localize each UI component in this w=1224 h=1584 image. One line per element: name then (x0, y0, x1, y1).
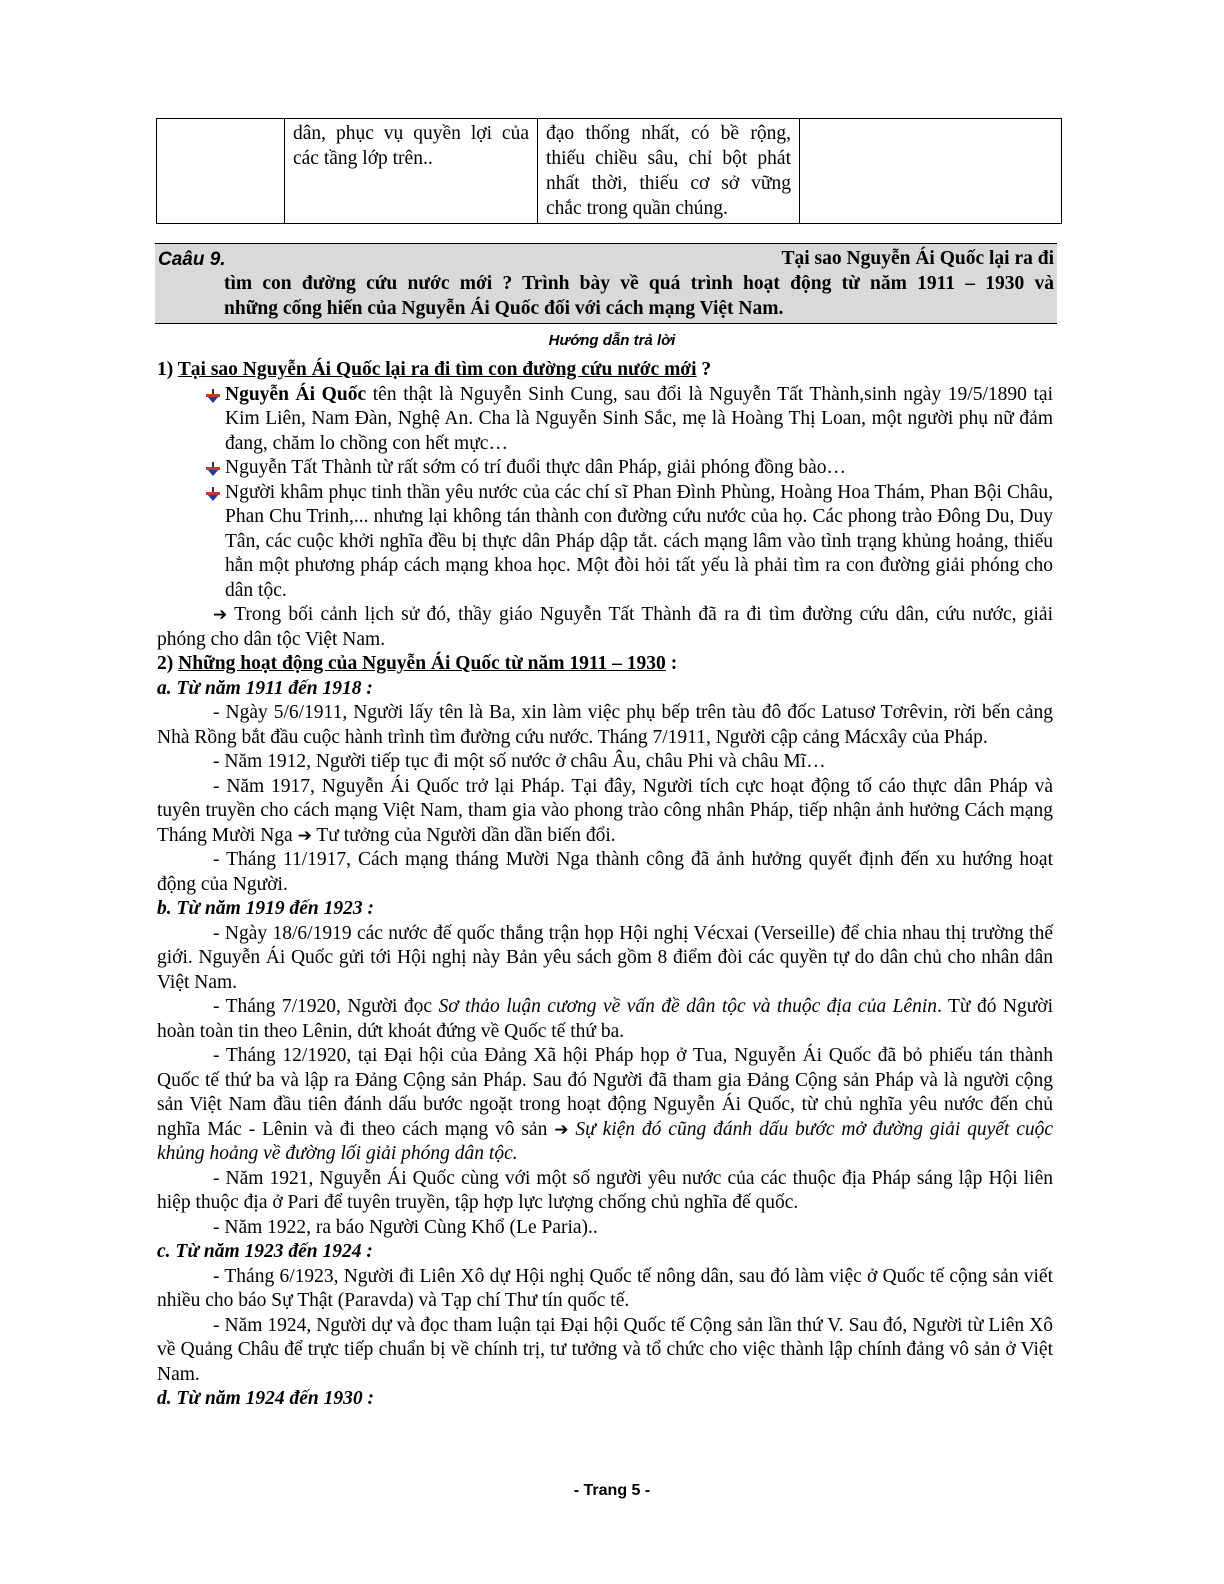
subsection-c-title: c. Từ năm 1923 đến 1924 : (157, 1241, 373, 1262)
paragraph-c-2: - Năm 1924, Người dự và đọc tham luận tại Đại hội Quốc tế Cộng sản lần thứ V. Sau đó, Người từ Liên Xô về Quảng Châu để trực tiếp chuẩn bị về chính trị, tư tưởng và tổ chức cho việc thành lập chính đảng vô sản ở Việt Nam. (157, 1314, 1053, 1385)
table-cell-empty-1 (157, 119, 285, 224)
section-1-title-text: Tại sao Nguyễn Ái Quốc lại ra đi tìm con đường cứu nước mới (177, 359, 697, 380)
paragraph-a-3-end: Tư tưởng của Người dần dần biến đổi. (316, 824, 616, 846)
table-row (157, 119, 1062, 224)
paragraph-b-2 (157, 995, 1053, 1044)
list-item (203, 481, 1053, 604)
right-arrow-icon: ➔ (554, 1119, 569, 1140)
right-arrow-icon: ➔ (213, 605, 228, 625)
paragraph-b-2-start: - Tháng 7/1920, Người đọc (213, 996, 433, 1017)
pushpin-arrow-icon (203, 456, 225, 481)
paragraph-b-5: - Năm 1922, ra báo Người Cùng Khổ (Le Paria).. (213, 1216, 598, 1238)
paragraph-b-2-italic: Sơ thảo luận cương về vấn đề dân tộc và thuộc địa của Lênin (438, 996, 938, 1017)
section-2-title-text: Những hoạt động của Nguyễn Ái Quốc từ năm 1911 – 1930 (178, 653, 666, 674)
question-line-1: Tại sao Nguyễn Ái Quốc lại ra đi (781, 248, 1054, 269)
list-item (203, 456, 1053, 481)
question-label: Caâu 9. (158, 249, 226, 270)
section-2-title (157, 652, 1053, 677)
page-number: - Trang 5 - (573, 1482, 651, 1499)
subsection-b-title: b. Từ năm 1919 đến 1923 : (157, 898, 374, 919)
paragraph-c-1: - Tháng 6/1923, Người đi Liên Xô dự Hội nghị Quốc tế nông dân, sau đó làm việc ở Quốc tế cộng sản viết nhiều cho báo Sự Thật (Paravda) và Tạp chí Thư tín quốc tế. (157, 1265, 1053, 1311)
pushpin-arrow-icon (203, 481, 225, 604)
section-1-suffix: ? (701, 359, 712, 380)
paragraph-a-3-text: - Năm 1917, Nguyễn Ái Quốc trở lại Pháp. Tại đây, Người tích cực hoạt động tố cáo thực dân Pháp và tuyên truyền cho cách mạng Việt Nam, tham gia vào phong trào công nhân Pháp, tiếp nhận ảnh hưởng Cách mạng Tháng Mười Nga (157, 775, 1053, 846)
paragraph-a-3 (157, 775, 1053, 849)
pushpin-arrow-icon (203, 383, 225, 457)
section-2-number: 2) (157, 653, 174, 674)
paragraph-b-3 (157, 1044, 1053, 1167)
bullet-1-bold: Nguyễn Ái Quốc (225, 383, 367, 405)
table-cell-empty-4 (800, 119, 1062, 224)
paragraph-a-2: - Năm 1912, Người tiếp tục đi một số nước ở châu Âu, châu Phi và châu Mĩ… (213, 751, 826, 772)
paragraph-b-2-end: . Từ đó Người hoàn toàn tin theo Lênin, dứt khoát đứng về Quốc tế thứ ba. (157, 996, 1054, 1042)
table-cell-col3: đạo thống nhất, có bề rộng, thiếu chiều sâu, chỉ bột phát nhất thời, thiếu cơ sở vững chắc trong quần chúng. (538, 119, 800, 224)
table-cell-col2: dân, phục vụ quyền lợi của các tầng lớp trên.. (285, 119, 538, 224)
bullet-1-text: tên thật là Nguyễn Sinh Cung, sau đổi là Nguyễn Tất Thành,sinh ngày 19/5/1890 tại Kim Liên, Nam Đàn, Nghệ An. Cha là Nguyễn Sinh Sắc, mẹ là Hoàng Thị Loan, một người phụ nữ đảm đang, chăm lo chồng con hết mực… (225, 383, 1053, 454)
subsection-a-title: a. Từ năm 1911 đến 1918 : (157, 677, 373, 699)
question-header (155, 243, 1057, 324)
question-line-2: tìm con đường cứu nước mới ? Trình bày về quá trình hoạt động từ năm 1911 – 1930 và (224, 273, 1054, 294)
bullet-2-text: Nguyễn Tất Thành từ rất sớm có trí đuổi thực dân Pháp, giải phóng đồng bào… (225, 457, 847, 478)
paragraph-b-1: - Ngày 18/6/1919 các nước đế quốc thắng trận họp Hội nghị Vécxai (Verseille) để chia nhau thị trường thế giới. Nguyễn Ái Quốc gửi tới Hội nghị này Bản yêu sách gồm 8 điểm đòi các quyền tự do dân chủ cho nhân dân Việt Nam. (157, 922, 1053, 993)
bullet-3-text: Người khâm phục tinh thần yêu nước của các chí sĩ Phan Đình Phùng, Hoàng Hoa Thám, Phan Bội Châu, Phan Chu Trinh,... nhưng lại không tán thành con đường cứu nước của họ. Các phong trào Đông Du, Duy Tân, các cuộc khởi nghĩa đều bị thực dân Pháp dập tắt. cách mạng lâm vào tình trạng khủng hoảng, thiếu hẳn một phương pháp cách mạng khoa học. Một đòi hỏi tất yếu là phải tìm ra con đường giải phóng cho dân tộc. (225, 481, 1053, 601)
subsection-d-title: d. Từ năm 1924 đến 1930 : (157, 1388, 374, 1409)
continuation-table (156, 118, 1062, 224)
answer-content (157, 358, 1053, 1412)
guide-title: Hướng dẫn trả lời (548, 332, 676, 349)
conclusion-text: Trong bối cảnh lịch sử đó, thầy giáo Nguyễn Tất Thành đã ra đi tìm đường cứu dân, cứu nước, giải phóng cho dân tộc Việt Nam. (157, 604, 1053, 650)
paragraph-b-4: - Năm 1921, Nguyễn Ái Quốc cùng với một số người yêu nước của các thuộc địa Pháp sáng lập Hội liên hiệp thuộc địa ở Pari để tuyên truyền, tập hợp lực lượng chống chủ nghĩa đế quốc. (157, 1167, 1053, 1213)
list-item (203, 383, 1053, 457)
section-1-conclusion (157, 603, 1053, 652)
right-arrow-icon: ➔ (297, 825, 312, 846)
paragraph-a-1: - Ngày 5/6/1911, Người lấy tên là Ba, xin làm việc phụ bếp trên tàu đô đốc Latusơ Tơrêvin, rời bến cảng Nhà Rồng bắt đầu cuộc hành trình tìm đường cứu nước. Tháng 7/1911, Người cập cảng Mácxây của Pháp. (157, 702, 1053, 748)
paragraph-a-4: - Tháng 11/1917, Cách mạng tháng Mười Nga thành công đã ảnh hưởng quyết định đến xu hướng hoạt động của Người. (157, 849, 1053, 895)
section-1-title (157, 358, 1053, 383)
paragraph-b-3-italic: Sự kiện đó cũng đánh dấu bước mở đường giải quyết cuộc khủng hoảng về đường lối giải phóng dân tộc. (157, 1118, 1054, 1164)
paragraph-b-3-text: - Tháng 12/1920, tại Đại hội của Đảng Xã hội Pháp họp ở Tua, Nguyễn Ái Quốc đã bỏ phiếu tán thành Quốc tế thứ ba và lập ra Đảng Cộng sản Pháp. Sau đó Người đã tham gia Đảng Cộng sản Pháp và là người cộng sản Việt Nam đầu tiên đánh dấu bước ngoặt trong hoạt động Nguyễn Ái Quốc, từ chủ nghĩa yêu nước đến chủ nghĩa Mác - Lênin và đi theo cách mạng vô sản (157, 1045, 1053, 1140)
section-1-number: 1) (157, 359, 174, 380)
section-2-suffix: : (670, 653, 678, 674)
question-line-3: những cống hiến của Nguyễn Ái Quốc đối với cách mạng Việt Nam. (224, 298, 784, 319)
